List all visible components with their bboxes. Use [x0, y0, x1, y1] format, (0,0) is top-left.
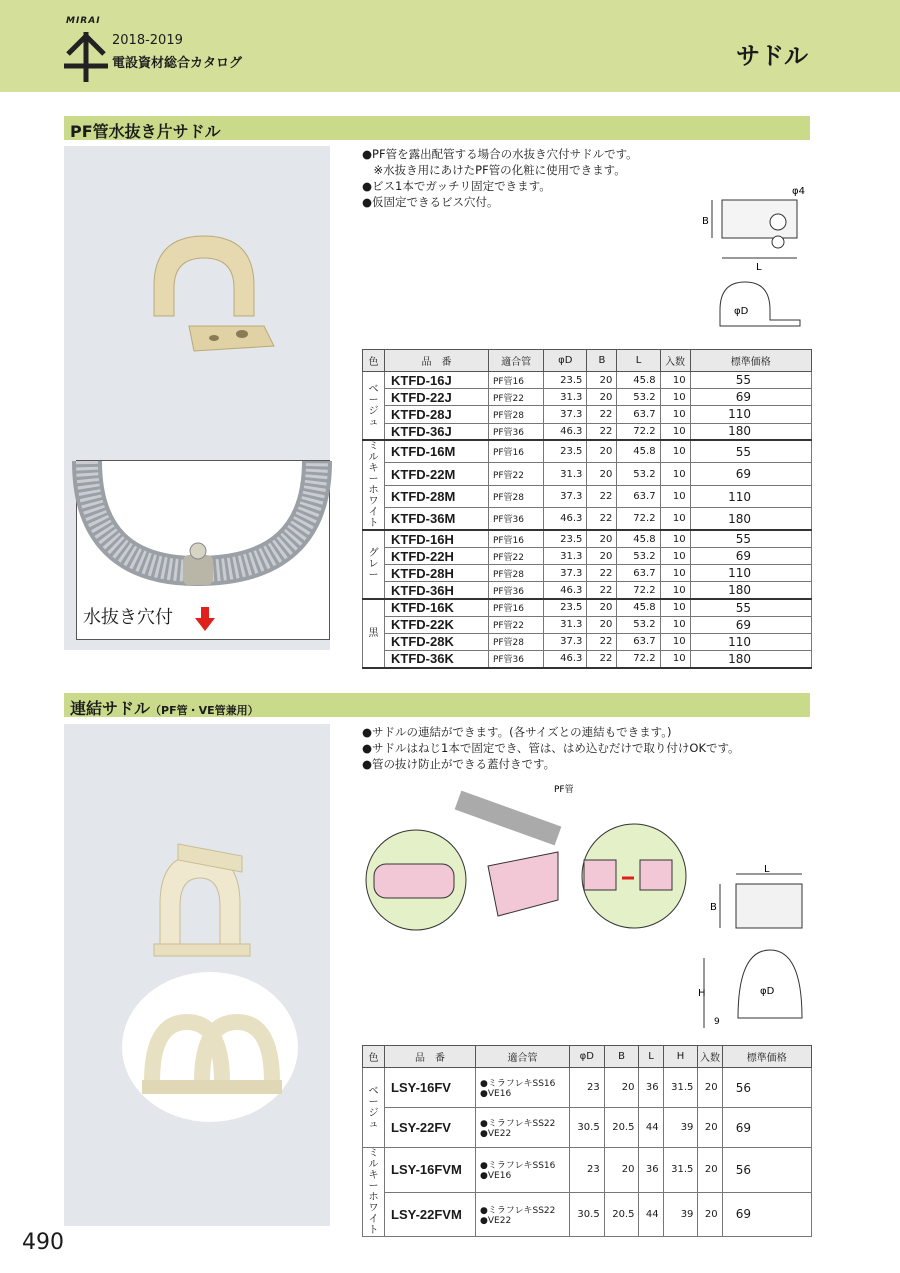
b-cell: 20	[587, 530, 617, 547]
dim-b-label: B	[702, 216, 709, 227]
model-cell: KTFD-36K	[385, 651, 489, 668]
l-cell: 63.7	[617, 406, 660, 423]
price-cell: 180	[690, 508, 811, 531]
qty-cell: 10	[660, 565, 690, 582]
pipe-cell	[476, 1148, 570, 1193]
qty-cell: 10	[660, 547, 690, 564]
col-price: 標準価格	[690, 350, 811, 372]
pipe-cell: PF管36	[488, 582, 543, 599]
price-cell: 56	[722, 1148, 811, 1193]
feature-item: ●管の抜け防止ができる蓋付きです。	[362, 757, 556, 771]
color-cell: ベ ー ジ ュ	[363, 1068, 385, 1148]
color-cell: グ レ ー	[363, 530, 385, 599]
price-cell: 110	[690, 565, 811, 582]
price-cell: 110	[690, 633, 811, 650]
model-cell: KTFD-28J	[385, 406, 489, 423]
phid-cell: 23.5	[544, 372, 587, 389]
phid-cell: 23	[569, 1148, 604, 1193]
section-title-connect-saddle	[64, 693, 810, 717]
phid-cell: 46.3	[544, 582, 587, 599]
qty-cell: 20	[698, 1192, 722, 1237]
b-cell: 20	[587, 372, 617, 389]
price-cell: 69	[690, 616, 811, 633]
pipe-cell: PF管22	[488, 547, 543, 564]
model-cell: LSY-22FVM	[385, 1192, 476, 1237]
b-cell: 20	[587, 616, 617, 633]
b-cell: 20.5	[604, 1192, 639, 1237]
table-row	[363, 440, 812, 463]
phid-cell: 31.3	[544, 547, 587, 564]
phid-cell: 46.3	[544, 651, 587, 668]
phid-cell: 31.3	[544, 463, 587, 486]
col-pipe: 適合管	[476, 1046, 570, 1068]
phid-cell: 30.5	[569, 1108, 604, 1148]
col-model: 品 番	[385, 350, 489, 372]
table-row	[363, 1148, 812, 1193]
table-row	[363, 651, 812, 668]
price-cell: 69	[690, 463, 811, 486]
connection-illustration	[358, 780, 688, 940]
model-cell: KTFD-36M	[385, 508, 489, 531]
qty-cell: 20	[698, 1068, 722, 1108]
b-cell: 22	[587, 651, 617, 668]
table-row	[363, 372, 812, 389]
h-cell: 31.5	[663, 1148, 698, 1193]
arrow-down-icon	[195, 607, 215, 631]
dim-phid-label: φD	[734, 306, 749, 317]
qty-cell: 10	[660, 633, 690, 650]
l-cell: 53.2	[617, 389, 660, 406]
col-b: B	[604, 1046, 639, 1068]
qty-cell: 10	[660, 651, 690, 668]
price-cell: 110	[690, 406, 811, 423]
b-cell: 20	[604, 1148, 639, 1193]
dim-phi4-label: φ4	[792, 186, 805, 197]
table-row	[363, 1068, 812, 1108]
feature-item: ●サドルの連結ができます。(各サイズとの連結もできます。)	[362, 725, 672, 739]
page-header	[0, 0, 900, 92]
pipe-cell: PF管28	[488, 565, 543, 582]
pipe-line: ●VE16	[480, 1089, 512, 1099]
pipe-cell: PF管22	[488, 389, 543, 406]
feature-item: ●サドルはねじ1本で固定でき、管は、はめ込むだけで取り付けOKです。	[362, 741, 740, 755]
table-row	[363, 616, 812, 633]
model-cell: KTFD-22J	[385, 389, 489, 406]
table-row	[363, 547, 812, 564]
table-row	[363, 530, 812, 547]
model-cell: KTFD-28H	[385, 565, 489, 582]
pipe-cell: PF管22	[488, 616, 543, 633]
color-cell: ミ ル キ ー ホ ワ イ ト	[363, 440, 385, 530]
catalog-title: 電設資材総合カタログ	[112, 56, 243, 71]
col-pipe: 適合管	[488, 350, 543, 372]
col-color: 色	[363, 350, 385, 372]
pipe-cell: PF管28	[488, 633, 543, 650]
pipe-photo	[77, 461, 329, 591]
b-cell: 22	[587, 633, 617, 650]
price-cell: 180	[690, 582, 811, 599]
l-cell: 72.2	[617, 651, 660, 668]
h-cell: 39	[663, 1192, 698, 1237]
model-cell: LSY-16FVM	[385, 1148, 476, 1193]
section1-title-text: PF管水抜き片サドル	[70, 122, 221, 141]
pipe-cell: PF管28	[488, 406, 543, 423]
pipe-cell: PF管16	[488, 599, 543, 616]
qty-cell: 20	[698, 1148, 722, 1193]
dim2-nine-label: 9	[714, 1017, 720, 1027]
table-row	[363, 423, 812, 440]
l-cell: 45.8	[617, 372, 660, 389]
model-cell: KTFD-16M	[385, 440, 489, 463]
col-l: L	[617, 350, 660, 372]
phid-cell: 23.5	[544, 599, 587, 616]
drain-hole-caption: 水抜き穴付	[83, 607, 173, 628]
price-cell: 69	[690, 389, 811, 406]
model-cell: KTFD-36J	[385, 423, 489, 440]
catalog-year: 2018-2019	[112, 33, 183, 48]
table-row	[363, 1192, 812, 1237]
pipe-cell: PF管28	[488, 485, 543, 508]
l-cell: 72.2	[617, 423, 660, 440]
b-cell: 20	[587, 440, 617, 463]
b-cell: 22	[587, 565, 617, 582]
b-cell: 22	[587, 508, 617, 531]
table-row	[363, 1108, 812, 1148]
phid-cell: 37.3	[544, 633, 587, 650]
col-phid: φD	[544, 350, 587, 372]
l-cell: 44	[639, 1108, 663, 1148]
feature-item: ●仮固定できるビス穴付。	[362, 195, 499, 209]
qty-cell: 10	[660, 599, 690, 616]
price-cell: 180	[690, 651, 811, 668]
model-cell: LSY-22FV	[385, 1108, 476, 1148]
b-cell: 22	[587, 423, 617, 440]
dimension-diagram-1	[700, 180, 810, 340]
l-cell: 44	[639, 1192, 663, 1237]
ktfd-spec-table	[362, 349, 812, 669]
model-cell: KTFD-22K	[385, 616, 489, 633]
section-title-pf-saddle	[64, 116, 810, 140]
price-cell: 69	[722, 1108, 811, 1148]
l-cell: 63.7	[617, 565, 660, 582]
price-cell: 56	[722, 1068, 811, 1108]
qty-cell: 10	[660, 423, 690, 440]
phid-cell: 31.3	[544, 389, 587, 406]
b-cell: 20	[604, 1068, 639, 1108]
b-cell: 20	[587, 599, 617, 616]
table-row	[363, 485, 812, 508]
table-row	[363, 565, 812, 582]
phid-cell: 23	[569, 1068, 604, 1108]
b-cell: 22	[587, 406, 617, 423]
phid-cell: 37.3	[544, 565, 587, 582]
phid-cell: 46.3	[544, 508, 587, 531]
l-cell: 63.7	[617, 485, 660, 508]
section1-features	[362, 146, 638, 210]
pipe-cell	[476, 1108, 570, 1148]
pipe-line: ●ミラフレキSS16	[480, 1079, 556, 1089]
phid-cell: 31.3	[544, 616, 587, 633]
dim2-h-label: H	[698, 988, 706, 999]
table-row	[363, 389, 812, 406]
phid-cell: 37.3	[544, 485, 587, 508]
price-cell: 69	[722, 1192, 811, 1237]
pipe-cell: PF管36	[488, 651, 543, 668]
installation-photo	[76, 460, 330, 640]
pipe-cell: PF管16	[488, 530, 543, 547]
pipe-line: ●VE22	[480, 1215, 512, 1226]
pipe-cell: PF管16	[488, 372, 543, 389]
table-row	[363, 633, 812, 650]
pipe-line: ●VE16	[480, 1171, 512, 1182]
connected-saddle-photo	[122, 972, 298, 1122]
model-cell: KTFD-16K	[385, 599, 489, 616]
b-cell: 20.5	[604, 1108, 639, 1148]
table-header-row	[363, 350, 812, 372]
page-number: 490	[22, 1230, 64, 1255]
saddle-photo	[134, 226, 274, 366]
l-cell: 53.2	[617, 616, 660, 633]
pipe-line: ●ミラフレキSS22	[480, 1119, 556, 1129]
color-cell: ミ ル キ ー ホ ワ イ ト	[363, 1148, 385, 1237]
col-color: 色	[363, 1046, 385, 1068]
dim2-phid-label: φD	[760, 986, 775, 997]
feature-item: ●PF管を露出配管する場合の水抜き穴付サドルです。	[362, 147, 638, 161]
pf-pipe-label: PF管	[554, 785, 574, 795]
table-header-row	[363, 1046, 812, 1068]
l-cell: 45.8	[617, 530, 660, 547]
qty-cell: 10	[660, 389, 690, 406]
dim-l-label: L	[756, 262, 762, 273]
l-cell: 72.2	[617, 582, 660, 599]
l-cell: 53.2	[617, 547, 660, 564]
l-cell: 72.2	[617, 508, 660, 531]
phid-cell: 23.5	[544, 530, 587, 547]
table-row	[363, 508, 812, 531]
connect-photo-panel	[64, 724, 330, 1226]
h-cell: 31.5	[663, 1068, 698, 1108]
col-qty: 入数	[698, 1046, 722, 1068]
mirai-logo-icon	[60, 16, 112, 84]
l-cell: 45.8	[617, 440, 660, 463]
col-l: L	[639, 1046, 663, 1068]
table-row	[363, 463, 812, 486]
pipe-cell: PF管36	[488, 423, 543, 440]
dim2-l-label: L	[764, 864, 770, 875]
col-phid: φD	[569, 1046, 604, 1068]
model-cell: KTFD-16H	[385, 530, 489, 547]
pipe-cell	[476, 1068, 570, 1108]
pipe-cell: PF管16	[488, 440, 543, 463]
pipe-cell: PF管36	[488, 508, 543, 531]
color-cell: ベ ー ジ ュ	[363, 372, 385, 441]
qty-cell: 10	[660, 616, 690, 633]
price-cell: 55	[690, 372, 811, 389]
brand-name: MIRAI	[66, 16, 101, 26]
qty-cell: 20	[698, 1108, 722, 1148]
pipe-line: ●ミラフレキSS16	[480, 1161, 556, 1172]
l-cell: 63.7	[617, 633, 660, 650]
model-cell: KTFD-28M	[385, 485, 489, 508]
connect-saddle-photo	[150, 834, 260, 974]
qty-cell: 10	[660, 508, 690, 531]
price-cell: 69	[690, 547, 811, 564]
qty-cell: 10	[660, 372, 690, 389]
model-cell: KTFD-36H	[385, 582, 489, 599]
page-title: サドル	[736, 42, 808, 70]
pipe-cell	[476, 1192, 570, 1237]
price-cell: 55	[690, 599, 811, 616]
table-row	[363, 582, 812, 599]
pipe-cell: PF管22	[488, 463, 543, 486]
b-cell: 20	[587, 463, 617, 486]
h-cell: 39	[663, 1108, 698, 1148]
b-cell: 20	[587, 389, 617, 406]
model-cell: KTFD-28K	[385, 633, 489, 650]
phid-cell: 23.5	[544, 440, 587, 463]
color-cell: 黒	[363, 599, 385, 668]
col-b: B	[587, 350, 617, 372]
col-model: 品 番	[385, 1046, 476, 1068]
col-price: 標準価格	[722, 1046, 811, 1068]
model-cell: KTFD-16J	[385, 372, 489, 389]
section2-title-text: 連結サドル	[70, 699, 151, 718]
qty-cell: 10	[660, 406, 690, 423]
price-cell: 55	[690, 530, 811, 547]
model-cell: LSY-16FV	[385, 1068, 476, 1108]
phid-cell: 30.5	[569, 1192, 604, 1237]
l-cell: 36	[639, 1068, 663, 1108]
dim2-b-label: B	[710, 902, 717, 913]
section2-features	[362, 724, 740, 772]
section2-subtitle: （PF管・VE管兼用）	[150, 704, 259, 717]
qty-cell: 10	[660, 485, 690, 508]
lsy-spec-table	[362, 1045, 812, 1237]
model-cell: KTFD-22M	[385, 463, 489, 486]
l-cell: 45.8	[617, 599, 660, 616]
l-cell: 36	[639, 1148, 663, 1193]
pipe-line: ●ミラフレキSS22	[480, 1205, 556, 1216]
price-cell: 55	[690, 440, 811, 463]
model-cell: KTFD-22H	[385, 547, 489, 564]
col-qty: 入数	[660, 350, 690, 372]
phid-cell: 37.3	[544, 406, 587, 423]
price-cell: 180	[690, 423, 811, 440]
l-cell: 53.2	[617, 463, 660, 486]
b-cell: 22	[587, 485, 617, 508]
table-row	[363, 599, 812, 616]
pipe-line: ●VE22	[480, 1129, 512, 1139]
product-photo-panel	[64, 146, 330, 650]
qty-cell: 10	[660, 530, 690, 547]
phid-cell: 46.3	[544, 423, 587, 440]
b-cell: 20	[587, 547, 617, 564]
dimension-diagram-2	[698, 864, 810, 1038]
qty-cell: 10	[660, 582, 690, 599]
qty-cell: 10	[660, 440, 690, 463]
feature-item: ●ビス1本でガッチリ固定できます。	[362, 179, 551, 193]
col-h: H	[663, 1046, 698, 1068]
feature-item: ※水抜き用にあけたPF管の化粧に使用できます。	[362, 163, 626, 177]
price-cell: 110	[690, 485, 811, 508]
qty-cell: 10	[660, 463, 690, 486]
b-cell: 22	[587, 582, 617, 599]
table-row	[363, 406, 812, 423]
